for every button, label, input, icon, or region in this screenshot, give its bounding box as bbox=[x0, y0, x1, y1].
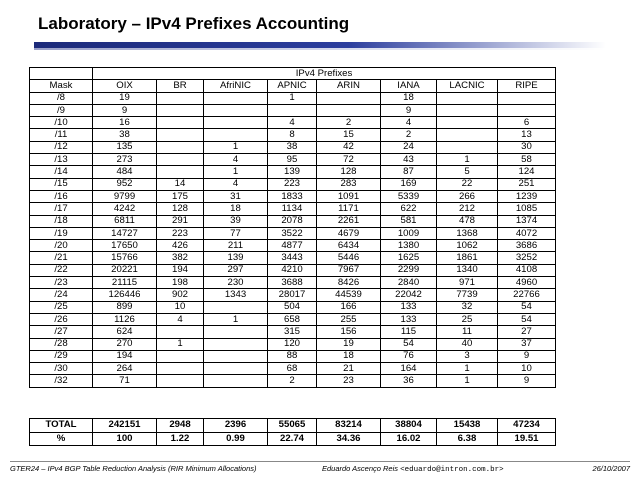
value-cell bbox=[204, 326, 268, 338]
mask-cell: /32 bbox=[30, 375, 93, 387]
value-cell: 38 bbox=[268, 141, 317, 153]
value-cell: 37 bbox=[498, 338, 556, 350]
value-cell bbox=[437, 92, 498, 104]
value-cell: 3 bbox=[437, 350, 498, 362]
footer-date: 26/10/2007 bbox=[592, 464, 630, 473]
table-row bbox=[30, 301, 556, 313]
column-header: RIPE bbox=[498, 80, 556, 92]
mask-cell: /27 bbox=[30, 326, 93, 338]
total-value-cell: 16.02 bbox=[381, 432, 437, 446]
mask-cell: /13 bbox=[30, 154, 93, 166]
value-cell bbox=[204, 92, 268, 104]
value-cell bbox=[157, 375, 204, 387]
value-cell: 212 bbox=[437, 203, 498, 215]
value-cell bbox=[204, 301, 268, 313]
percent-row bbox=[30, 432, 556, 446]
mask-cell: /23 bbox=[30, 277, 93, 289]
value-cell: 169 bbox=[381, 178, 437, 190]
value-cell: 270 bbox=[93, 338, 157, 350]
value-cell: 1 bbox=[157, 338, 204, 350]
value-cell bbox=[204, 350, 268, 362]
value-cell bbox=[204, 117, 268, 129]
total-value-cell: 38804 bbox=[381, 419, 437, 433]
value-cell: 124 bbox=[498, 166, 556, 178]
mask-cell: /26 bbox=[30, 313, 93, 325]
column-header: Mask bbox=[30, 80, 93, 92]
total-label-cell: % bbox=[30, 432, 93, 446]
column-header: LACNIC bbox=[437, 80, 498, 92]
value-cell: 3443 bbox=[268, 252, 317, 264]
mask-cell: /14 bbox=[30, 166, 93, 178]
value-cell: 3522 bbox=[268, 227, 317, 239]
footer-divider bbox=[10, 461, 630, 462]
value-cell: 283 bbox=[317, 178, 381, 190]
column-header: IANA bbox=[381, 80, 437, 92]
footer-author-name: Eduardo Ascenço Reis bbox=[322, 464, 399, 473]
value-cell: 1861 bbox=[437, 252, 498, 264]
value-cell: 266 bbox=[437, 190, 498, 202]
total-value-cell: 6.38 bbox=[437, 432, 498, 446]
value-cell: 952 bbox=[93, 178, 157, 190]
value-cell bbox=[157, 129, 204, 141]
value-cell: 6 bbox=[498, 117, 556, 129]
value-cell: 9 bbox=[381, 104, 437, 116]
value-cell: 32 bbox=[437, 301, 498, 313]
mask-cell: /29 bbox=[30, 350, 93, 362]
mask-cell: /9 bbox=[30, 104, 93, 116]
table-row bbox=[30, 338, 556, 350]
value-cell: 8 bbox=[268, 129, 317, 141]
value-cell: 1 bbox=[204, 313, 268, 325]
value-cell: 658 bbox=[268, 313, 317, 325]
footer-author bbox=[322, 464, 504, 474]
value-cell: 1380 bbox=[381, 240, 437, 252]
table-row bbox=[30, 313, 556, 325]
value-cell: 1 bbox=[437, 154, 498, 166]
table-row bbox=[30, 277, 556, 289]
value-cell: 23 bbox=[317, 375, 381, 387]
value-cell: 120 bbox=[268, 338, 317, 350]
value-cell: 14727 bbox=[93, 227, 157, 239]
value-cell: 1625 bbox=[381, 252, 437, 264]
value-cell bbox=[157, 363, 204, 375]
value-cell bbox=[498, 92, 556, 104]
value-cell: 902 bbox=[157, 289, 204, 301]
table-row bbox=[30, 154, 556, 166]
value-cell: 18 bbox=[381, 92, 437, 104]
value-cell: 223 bbox=[157, 227, 204, 239]
value-cell: 88 bbox=[268, 350, 317, 362]
table-row bbox=[30, 104, 556, 116]
mask-cell: /11 bbox=[30, 129, 93, 141]
value-cell bbox=[437, 129, 498, 141]
value-cell: 504 bbox=[268, 301, 317, 313]
value-cell: 22 bbox=[437, 178, 498, 190]
value-cell: 971 bbox=[437, 277, 498, 289]
value-cell: 71 bbox=[93, 375, 157, 387]
value-cell: 30 bbox=[498, 141, 556, 153]
column-header: ARIN bbox=[317, 80, 381, 92]
value-cell bbox=[204, 338, 268, 350]
value-cell bbox=[268, 104, 317, 116]
value-cell: 15 bbox=[317, 129, 381, 141]
mask-cell: /15 bbox=[30, 178, 93, 190]
value-cell: 1340 bbox=[437, 264, 498, 276]
blank-corner-cell bbox=[30, 68, 93, 80]
footer-presentation: GTER24 – IPv4 BGP Table Reduction Analysis (RIR Minimum Allocations) bbox=[10, 464, 257, 473]
value-cell: 1171 bbox=[317, 203, 381, 215]
value-cell: 622 bbox=[381, 203, 437, 215]
value-cell: 126446 bbox=[93, 289, 157, 301]
value-cell: 22766 bbox=[498, 289, 556, 301]
value-cell: 28017 bbox=[268, 289, 317, 301]
table-row bbox=[30, 141, 556, 153]
mask-cell: /16 bbox=[30, 190, 93, 202]
value-cell: 21 bbox=[317, 363, 381, 375]
value-cell: 1 bbox=[204, 141, 268, 153]
value-cell: 9 bbox=[498, 375, 556, 387]
value-cell: 230 bbox=[204, 277, 268, 289]
table-row bbox=[30, 92, 556, 104]
value-cell: 1833 bbox=[268, 190, 317, 202]
value-cell: 1085 bbox=[498, 203, 556, 215]
value-cell: 198 bbox=[157, 277, 204, 289]
value-cell: 13 bbox=[498, 129, 556, 141]
value-cell: 15766 bbox=[93, 252, 157, 264]
value-cell: 581 bbox=[381, 215, 437, 227]
mask-cell: /19 bbox=[30, 227, 93, 239]
column-header: APNIC bbox=[268, 80, 317, 92]
value-cell: 139 bbox=[268, 166, 317, 178]
value-cell bbox=[204, 104, 268, 116]
value-cell: 72 bbox=[317, 154, 381, 166]
value-cell: 2299 bbox=[381, 264, 437, 276]
table-row bbox=[30, 375, 556, 387]
value-cell: 1 bbox=[268, 92, 317, 104]
value-cell: 4 bbox=[268, 117, 317, 129]
value-cell: 18 bbox=[317, 350, 381, 362]
value-cell: 382 bbox=[157, 252, 204, 264]
value-cell bbox=[204, 375, 268, 387]
value-cell: 297 bbox=[204, 264, 268, 276]
column-header: AfriNIC bbox=[204, 80, 268, 92]
value-cell bbox=[157, 104, 204, 116]
value-cell bbox=[157, 350, 204, 362]
value-cell: 251 bbox=[498, 178, 556, 190]
value-cell: 115 bbox=[381, 326, 437, 338]
value-cell: 1134 bbox=[268, 203, 317, 215]
value-cell: 36 bbox=[381, 375, 437, 387]
value-cell: 223 bbox=[268, 178, 317, 190]
table-row bbox=[30, 363, 556, 375]
table-row bbox=[30, 178, 556, 190]
table-row bbox=[30, 326, 556, 338]
value-cell: 6811 bbox=[93, 215, 157, 227]
total-value-cell: 2396 bbox=[204, 419, 268, 433]
table-row bbox=[30, 350, 556, 362]
value-cell: 478 bbox=[437, 215, 498, 227]
table-row bbox=[30, 289, 556, 301]
value-cell: 10 bbox=[498, 363, 556, 375]
value-cell: 211 bbox=[204, 240, 268, 252]
value-cell: 76 bbox=[381, 350, 437, 362]
total-value-cell: 83214 bbox=[317, 419, 381, 433]
value-cell bbox=[157, 326, 204, 338]
value-cell: 19 bbox=[317, 338, 381, 350]
value-cell: 6434 bbox=[317, 240, 381, 252]
value-cell: 175 bbox=[157, 190, 204, 202]
value-cell: 255 bbox=[317, 313, 381, 325]
value-cell: 4679 bbox=[317, 227, 381, 239]
total-value-cell: 15438 bbox=[437, 419, 498, 433]
value-cell: 77 bbox=[204, 227, 268, 239]
value-cell: 2 bbox=[268, 375, 317, 387]
value-cell: 4 bbox=[157, 313, 204, 325]
value-cell: 54 bbox=[498, 313, 556, 325]
value-cell: 4108 bbox=[498, 264, 556, 276]
value-cell: 135 bbox=[93, 141, 157, 153]
value-cell: 128 bbox=[317, 166, 381, 178]
value-cell bbox=[437, 141, 498, 153]
mask-cell: /12 bbox=[30, 141, 93, 153]
column-header-row bbox=[30, 80, 556, 92]
table-row bbox=[30, 252, 556, 264]
table-row bbox=[30, 240, 556, 252]
mask-cell: /10 bbox=[30, 117, 93, 129]
value-cell: 1368 bbox=[437, 227, 498, 239]
value-cell: 5446 bbox=[317, 252, 381, 264]
value-cell: 2261 bbox=[317, 215, 381, 227]
table-row bbox=[30, 129, 556, 141]
value-cell bbox=[498, 104, 556, 116]
value-cell: 54 bbox=[381, 338, 437, 350]
mask-cell: /22 bbox=[30, 264, 93, 276]
value-cell: 484 bbox=[93, 166, 157, 178]
value-cell: 315 bbox=[268, 326, 317, 338]
table-row bbox=[30, 166, 556, 178]
value-cell: 1 bbox=[437, 375, 498, 387]
group-header-cell: IPv4 Prefixes bbox=[93, 68, 556, 80]
value-cell: 194 bbox=[157, 264, 204, 276]
value-cell: 8426 bbox=[317, 277, 381, 289]
value-cell: 31 bbox=[204, 190, 268, 202]
value-cell: 24 bbox=[381, 141, 437, 153]
total-value-cell: 19.51 bbox=[498, 432, 556, 446]
value-cell: 87 bbox=[381, 166, 437, 178]
value-cell: 25 bbox=[437, 313, 498, 325]
mask-cell: /18 bbox=[30, 215, 93, 227]
value-cell bbox=[437, 104, 498, 116]
total-row bbox=[30, 419, 556, 433]
value-cell: 166 bbox=[317, 301, 381, 313]
value-cell: 156 bbox=[317, 326, 381, 338]
value-cell bbox=[157, 92, 204, 104]
mask-cell: /25 bbox=[30, 301, 93, 313]
table-row bbox=[30, 227, 556, 239]
total-value-cell: 22.74 bbox=[268, 432, 317, 446]
total-value-cell: 2948 bbox=[157, 419, 204, 433]
title-underline-shadow bbox=[34, 48, 606, 50]
table-row bbox=[30, 264, 556, 276]
total-value-cell: 55065 bbox=[268, 419, 317, 433]
total-value-cell: 242151 bbox=[93, 419, 157, 433]
total-label-cell: TOTAL bbox=[30, 419, 93, 433]
value-cell: 139 bbox=[204, 252, 268, 264]
value-cell bbox=[157, 154, 204, 166]
mask-cell: /28 bbox=[30, 338, 93, 350]
mask-cell: /24 bbox=[30, 289, 93, 301]
total-value-cell: 34.36 bbox=[317, 432, 381, 446]
group-header-row bbox=[30, 68, 556, 80]
value-cell: 3252 bbox=[498, 252, 556, 264]
value-cell: 1062 bbox=[437, 240, 498, 252]
value-cell: 3686 bbox=[498, 240, 556, 252]
value-cell: 2078 bbox=[268, 215, 317, 227]
value-cell bbox=[157, 117, 204, 129]
value-cell: 18 bbox=[204, 203, 268, 215]
value-cell: 58 bbox=[498, 154, 556, 166]
value-cell: 1091 bbox=[317, 190, 381, 202]
value-cell: 39 bbox=[204, 215, 268, 227]
value-cell: 20221 bbox=[93, 264, 157, 276]
value-cell: 1 bbox=[437, 363, 498, 375]
value-cell: 2 bbox=[317, 117, 381, 129]
value-cell: 5 bbox=[437, 166, 498, 178]
footer-email: <eduardo@intron.com.br> bbox=[400, 466, 504, 474]
value-cell: 43 bbox=[381, 154, 437, 166]
value-cell: 4072 bbox=[498, 227, 556, 239]
value-cell: 3688 bbox=[268, 277, 317, 289]
value-cell: 133 bbox=[381, 301, 437, 313]
value-cell bbox=[317, 92, 381, 104]
table-row bbox=[30, 203, 556, 215]
value-cell bbox=[157, 141, 204, 153]
value-cell: 9799 bbox=[93, 190, 157, 202]
value-cell: 4 bbox=[204, 178, 268, 190]
value-cell: 291 bbox=[157, 215, 204, 227]
value-cell: 194 bbox=[93, 350, 157, 362]
value-cell: 21115 bbox=[93, 277, 157, 289]
value-cell: 9 bbox=[498, 350, 556, 362]
value-cell: 426 bbox=[157, 240, 204, 252]
value-cell: 1 bbox=[204, 166, 268, 178]
total-value-cell: 100 bbox=[93, 432, 157, 446]
value-cell: 4 bbox=[381, 117, 437, 129]
table-row bbox=[30, 215, 556, 227]
value-cell bbox=[317, 104, 381, 116]
value-cell: 42 bbox=[317, 141, 381, 153]
value-cell: 1343 bbox=[204, 289, 268, 301]
value-cell: 7967 bbox=[317, 264, 381, 276]
value-cell: 27 bbox=[498, 326, 556, 338]
value-cell: 273 bbox=[93, 154, 157, 166]
value-cell: 264 bbox=[93, 363, 157, 375]
prefix-table bbox=[29, 67, 556, 388]
value-cell bbox=[204, 129, 268, 141]
total-value-cell: 1.22 bbox=[157, 432, 204, 446]
value-cell: 899 bbox=[93, 301, 157, 313]
mask-cell: /21 bbox=[30, 252, 93, 264]
value-cell: 22042 bbox=[381, 289, 437, 301]
value-cell: 54 bbox=[498, 301, 556, 313]
value-cell: 4242 bbox=[93, 203, 157, 215]
value-cell: 2840 bbox=[381, 277, 437, 289]
page-title: Laboratory – IPv4 Prefixes Accounting bbox=[38, 14, 350, 33]
mask-cell: /20 bbox=[30, 240, 93, 252]
value-cell: 95 bbox=[268, 154, 317, 166]
value-cell: 2 bbox=[381, 129, 437, 141]
total-value-cell: 0.99 bbox=[204, 432, 268, 446]
value-cell: 44539 bbox=[317, 289, 381, 301]
value-cell: 38 bbox=[93, 129, 157, 141]
value-cell: 4877 bbox=[268, 240, 317, 252]
column-header: BR bbox=[157, 80, 204, 92]
table-row bbox=[30, 117, 556, 129]
value-cell: 1126 bbox=[93, 313, 157, 325]
value-cell: 17650 bbox=[93, 240, 157, 252]
value-cell bbox=[437, 117, 498, 129]
value-cell: 4 bbox=[204, 154, 268, 166]
value-cell: 1374 bbox=[498, 215, 556, 227]
value-cell: 1239 bbox=[498, 190, 556, 202]
value-cell: 164 bbox=[381, 363, 437, 375]
value-cell: 14 bbox=[157, 178, 204, 190]
value-cell: 16 bbox=[93, 117, 157, 129]
value-cell: 5339 bbox=[381, 190, 437, 202]
value-cell: 4960 bbox=[498, 277, 556, 289]
total-value-cell: 47234 bbox=[498, 419, 556, 433]
value-cell: 133 bbox=[381, 313, 437, 325]
mask-cell: /17 bbox=[30, 203, 93, 215]
value-cell: 7739 bbox=[437, 289, 498, 301]
table-row bbox=[30, 190, 556, 202]
value-cell: 624 bbox=[93, 326, 157, 338]
value-cell: 11 bbox=[437, 326, 498, 338]
value-cell: 19 bbox=[93, 92, 157, 104]
value-cell: 128 bbox=[157, 203, 204, 215]
value-cell: 9 bbox=[93, 104, 157, 116]
value-cell: 40 bbox=[437, 338, 498, 350]
value-cell: 10 bbox=[157, 301, 204, 313]
value-cell bbox=[204, 363, 268, 375]
totals-table bbox=[29, 418, 556, 446]
mask-cell: /8 bbox=[30, 92, 93, 104]
value-cell: 4210 bbox=[268, 264, 317, 276]
value-cell: 1009 bbox=[381, 227, 437, 239]
value-cell: 68 bbox=[268, 363, 317, 375]
value-cell bbox=[157, 166, 204, 178]
column-header: OIX bbox=[93, 80, 157, 92]
mask-cell: /30 bbox=[30, 363, 93, 375]
